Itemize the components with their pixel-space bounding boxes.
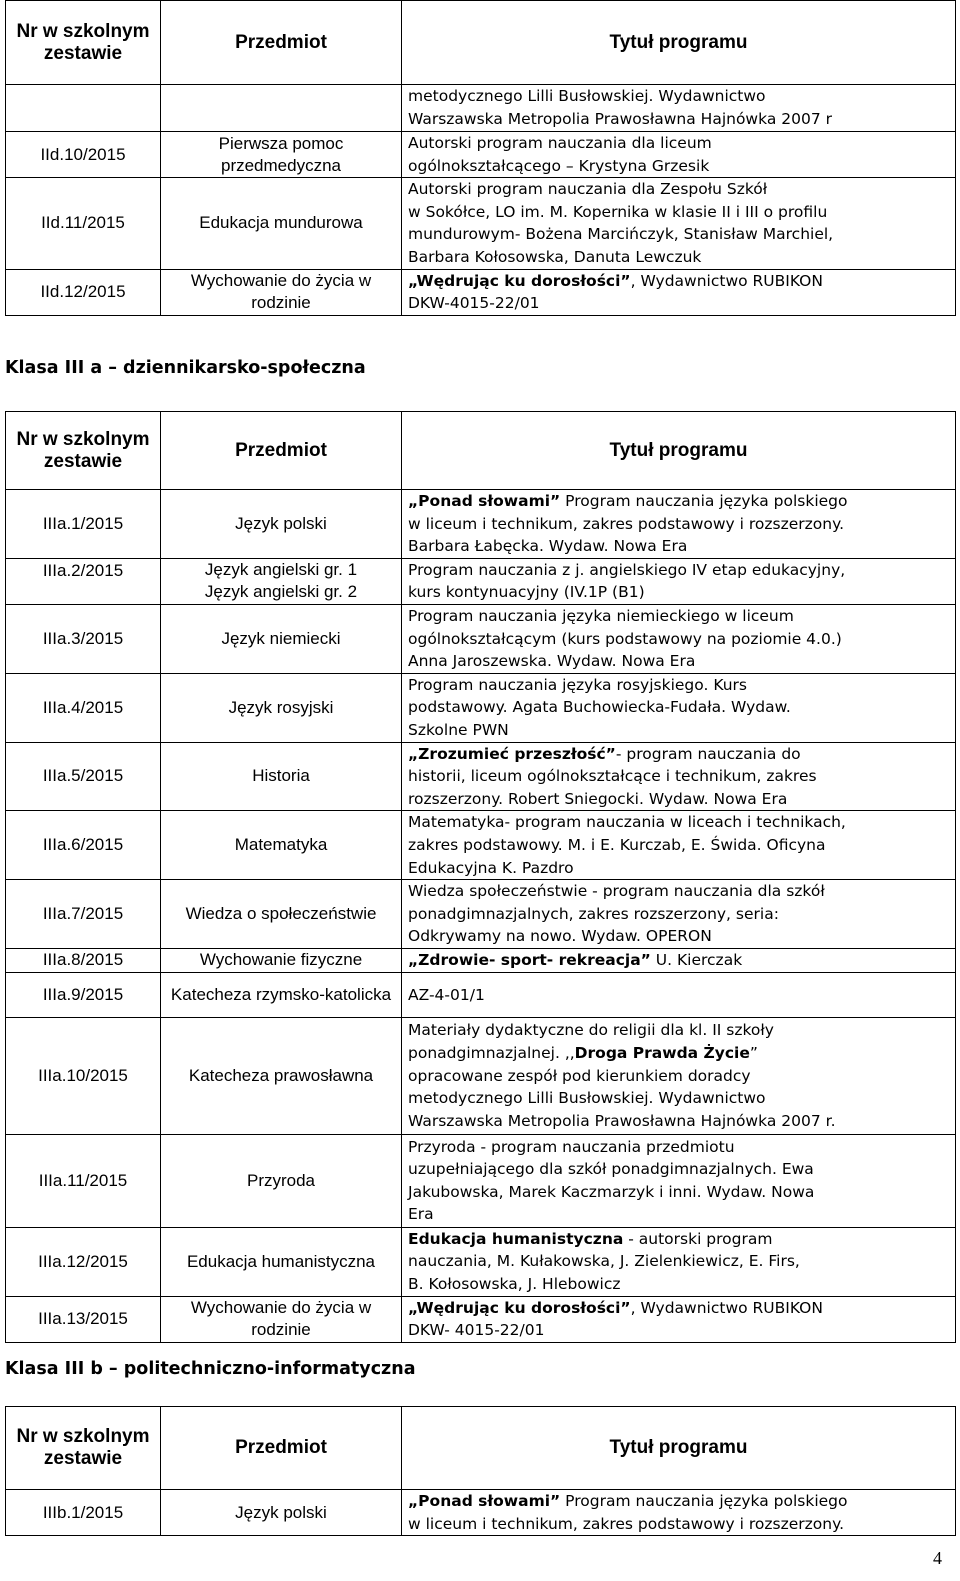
program-table-iiib — [5, 1406, 956, 1536]
row-subject — [161, 85, 402, 132]
row-title: Autorski program nauczania dla liceum ogólnokształcącego – Krystyna Grzesik — [402, 132, 956, 178]
row-title: „Wędrując ku dorosłości”, Wydawnictwo RUBIKON DKW- 4015-22/01 — [402, 1296, 956, 1342]
program-table-iid — [5, 0, 956, 316]
header-nr: Nr w szkolnym zestawie — [6, 1407, 161, 1490]
row-subject: Pierwsza pomoc przedmedyczna — [161, 132, 402, 178]
section-heading-klasa-iiia: Klasa III a – dziennikarsko-społeczna — [5, 358, 366, 378]
row-nr: IId.10/2015 — [6, 132, 161, 178]
table-row — [6, 269, 956, 315]
header-przedmiot: Przedmiot — [161, 1, 402, 85]
row-nr: IIIa.11/2015 — [6, 1134, 161, 1227]
row-title: Program nauczania z j. angielskiego IV etap edukacyjny, kurs kontynuacyjny (IV.1P (B1) — [402, 558, 956, 604]
header-tytul: Tytuł programu — [402, 1, 956, 85]
row-nr: IIIb.1/2015 — [6, 1490, 161, 1536]
table-row — [6, 132, 956, 178]
row-title: metodycznego Lilli Busłowskiej. Wydawnictwo Warszawska Metropolia Prawosławna Hajnówka 2007 r — [402, 85, 956, 132]
table-row — [6, 742, 956, 811]
row-subject: Wychowanie do życia w rodzinie — [161, 269, 402, 315]
row-nr: IIIa.5/2015 — [6, 742, 161, 811]
row-nr: IIIa.3/2015 — [6, 604, 161, 673]
row-title: „Ponad słowami” Program nauczania języka polskiego w liceum i technikum, zakres podstawowy i rozszerzony. Barbara Łabęcka. Wydaw. Nowa Era — [402, 490, 956, 559]
row-title: „Zrozumieć przeszłość”- program nauczania do historii, liceum ogólnokształcące i technikum, zakres rozszerzony. Robert Sniegocki. Wydaw. Nowa Era — [402, 742, 956, 811]
row-title: Edukacja humanistyczna - autorski program nauczania, M. Kułakowska, J. Zielenkiewicz, E. Firs, B. Kołosowska, J. Hlebowicz — [402, 1227, 956, 1296]
table-row — [6, 1017, 956, 1134]
table-row — [6, 1296, 956, 1342]
row-subject: Wychowanie fizyczne — [161, 948, 402, 972]
table-row — [6, 1490, 956, 1536]
row-nr: IIIa.12/2015 — [6, 1227, 161, 1296]
row-nr: IIIa.7/2015 — [6, 880, 161, 949]
row-title: „Zdrowie- sport- rekreacja” U. Kierczak — [402, 948, 956, 972]
program-table-iiia — [5, 411, 956, 1343]
header-tytul: Tytuł programu — [402, 412, 956, 490]
row-title: „Ponad słowami” Program nauczania języka polskiego w liceum i technikum, zakres podstawowy i rozszerzony. — [402, 1490, 956, 1536]
row-nr: IId.12/2015 — [6, 269, 161, 315]
row-nr: IIIa.9/2015 — [6, 972, 161, 1017]
header-tytul: Tytuł programu — [402, 1407, 956, 1490]
row-subject: Język niemiecki — [161, 604, 402, 673]
table-row — [6, 178, 956, 269]
row-subject: Wiedza o społeczeństwie — [161, 880, 402, 949]
row-title: Matematyka- program nauczania w liceach i technikach, zakres podstawowy. M. i E. Kurczab, E. Świda. Oficyna Edukacyjna K. Pazdro — [402, 811, 956, 880]
table-row — [6, 85, 956, 132]
header-nr: Nr w szkolnym zestawie — [6, 1, 161, 85]
row-nr: IIIa.6/2015 — [6, 811, 161, 880]
row-title: Wiedza społeczeństwie - program nauczania dla szkół ponadgimnazjalnych, zakres rozszerzony, seria: Odkrywamy na nowo. Wydaw. OPERON — [402, 880, 956, 949]
row-title: AZ-4-01/1 — [402, 972, 956, 1017]
row-subject: Katecheza rzymsko-katolicka — [161, 972, 402, 1017]
row-subject: Język angielski gr. 1 Język angielski gr. 2 — [161, 558, 402, 604]
header-przedmiot: Przedmiot — [161, 1407, 402, 1490]
row-nr: IId.11/2015 — [6, 178, 161, 269]
table-row — [6, 1227, 956, 1296]
table-row — [6, 972, 956, 1017]
row-nr: IIIa.2/2015 — [6, 558, 161, 604]
row-nr: IIIa.10/2015 — [6, 1017, 161, 1134]
table-header-row — [6, 412, 956, 490]
row-nr: IIIa.1/2015 — [6, 490, 161, 559]
table-header-row — [6, 1, 956, 85]
table-row — [6, 880, 956, 949]
row-subject: Katecheza prawosławna — [161, 1017, 402, 1134]
page-number: 4 — [933, 1548, 942, 1568]
section-heading-klasa-iiib: Klasa III b – politechniczno-informatyczna — [5, 1359, 416, 1379]
row-subject: Edukacja humanistyczna — [161, 1227, 402, 1296]
row-title: Autorski program nauczania dla Zespołu Szkół w Sokółce, LO im. M. Kopernika w klasie II i III o profilu mundurowym- Bożena Marcińczyk, Stanisław Marchiel, Barbara Kołosowska, Danuta Lewczuk — [402, 178, 956, 269]
row-nr — [6, 85, 161, 132]
row-nr: IIIa.8/2015 — [6, 948, 161, 972]
row-subject: Edukacja mundurowa — [161, 178, 402, 269]
header-przedmiot: Przedmiot — [161, 412, 402, 490]
table-row — [6, 811, 956, 880]
table-row — [6, 604, 956, 673]
row-title: Program nauczania języka rosyjskiego. Kurs podstawowy. Agata Buchowiecka-Fudała. Wydaw. Szkolne PWN — [402, 673, 956, 742]
row-subject: Język polski — [161, 1490, 402, 1536]
row-subject: Język rosyjski — [161, 673, 402, 742]
row-title: Program nauczania języka niemieckiego w liceum ogólnokształcącym (kurs podstawowy na poziomie 4.0.) Anna Jaroszewska. Wydaw. Nowa Era — [402, 604, 956, 673]
row-nr: IIIa.4/2015 — [6, 673, 161, 742]
table-row — [6, 558, 956, 604]
row-subject: Przyroda — [161, 1134, 402, 1227]
row-title: „Wędrując ku dorosłości”, Wydawnictwo RUBIKON DKW-4015-22/01 — [402, 269, 956, 315]
row-title: Materiały dydaktyczne do religii dla kl. II szkoły ponadgimnazjalnej. ,,Droga Prawda Życie” opracowane zespół pod kierunkiem doradcy metodycznego Lilli Busłowskiej. Wydawnictwo Warszawska Metropolia Prawosławna Hajnówka 2007 r. — [402, 1017, 956, 1134]
row-subject: Historia — [161, 742, 402, 811]
row-nr: IIIa.13/2015 — [6, 1296, 161, 1342]
row-subject: Matematyka — [161, 811, 402, 880]
table-row — [6, 1134, 956, 1227]
row-subject: Wychowanie do życia w rodzinie — [161, 1296, 402, 1342]
table-header-row — [6, 1407, 956, 1490]
table-row — [6, 490, 956, 559]
table-row — [6, 673, 956, 742]
header-nr: Nr w szkolnym zestawie — [6, 412, 161, 490]
row-subject: Język polski — [161, 490, 402, 559]
row-title: Przyroda - program nauczania przedmiotu uzupełniającego dla szkół ponadgimnazjalnych. Ewa Jakubowska, Marek Kaczmarzyk i inni. Wydaw. Nowa Era — [402, 1134, 956, 1227]
table-row — [6, 948, 956, 972]
